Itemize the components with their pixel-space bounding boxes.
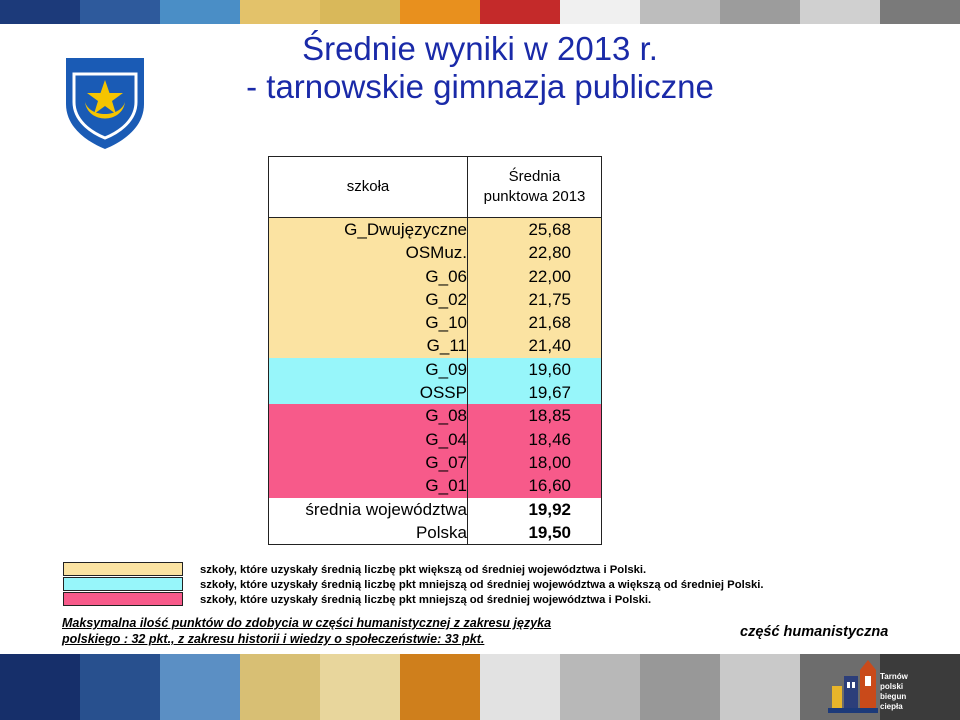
stripe-segment: [400, 0, 480, 24]
score-cell: 16,60: [468, 474, 602, 497]
stripe-segment: [880, 0, 960, 24]
table-row: [269, 265, 602, 288]
table-row: [269, 241, 602, 264]
logo-line-4: ciepła: [880, 702, 903, 711]
score-cell: 21,40: [468, 334, 602, 357]
score-cell: 22,80: [468, 241, 602, 264]
score-cell: 18,00: [468, 451, 602, 474]
stripe-segment: [0, 654, 80, 720]
score-cell: 25,68: [468, 218, 602, 242]
school-name-cell: G_08: [269, 404, 468, 427]
table-row: [269, 451, 602, 474]
tarnow-coat-of-arms-icon: [60, 52, 150, 152]
page-title: [200, 30, 760, 106]
score-cell: 21,75: [468, 288, 602, 311]
stripe-segment: [240, 654, 320, 720]
stripe-segment: [80, 0, 160, 24]
school-name-cell: OSSP: [269, 381, 468, 404]
stripe-segment: [640, 654, 720, 720]
school-name-cell: Polska: [269, 521, 468, 545]
school-name-cell: G_06: [269, 265, 468, 288]
school-name-cell: OSMuz.: [269, 241, 468, 264]
section-label: część humanistyczna: [740, 624, 889, 640]
table-header-row: [269, 157, 602, 218]
score-cell: 22,00: [468, 265, 602, 288]
table-row: [269, 334, 602, 357]
column-header-score: [468, 157, 602, 218]
table-row: [269, 428, 602, 451]
stripe-segment: [80, 654, 160, 720]
table-row: [269, 474, 602, 497]
score-cell: 19,60: [468, 358, 602, 381]
school-name-cell: średnia województwa: [269, 498, 468, 521]
school-name-cell: G_01: [269, 474, 468, 497]
legend-text-between: szkoły, które uzyskały średnią liczbę pkt mniejszą od średniej województwa a większą od średniej Polski.: [200, 579, 764, 591]
score-cell: 18,46: [468, 428, 602, 451]
stripe-segment: [0, 0, 80, 24]
table-row: [269, 521, 602, 545]
legend-text-below: szkoły, które uzyskały średnią liczbę pkt mniejszą od średniej województwa i Polski.: [200, 594, 652, 606]
legend-swatch-below: [63, 592, 183, 606]
school-name-cell: G_11: [269, 334, 468, 357]
top-decorative-stripes: [0, 0, 960, 24]
note-line-2: polskiego : 32 pkt., z zakresu historii i wiedzy o społeczeństwie: 33 pkt.: [62, 632, 485, 646]
table-row: [269, 218, 602, 242]
column-header-score-line1: Średnia: [508, 168, 561, 185]
score-cell: 21,68: [468, 311, 602, 334]
score-cell: 19,67: [468, 381, 602, 404]
title-line-2: - tarnowskie gimnazja publiczne: [246, 68, 714, 105]
column-header-score-line2: punktowa 2013: [483, 188, 586, 205]
school-name-cell: G_07: [269, 451, 468, 474]
max-points-note: [62, 615, 607, 647]
table-row: [269, 381, 602, 404]
school-name-cell: G_09: [269, 358, 468, 381]
note-line-1: Maksymalna ilość punktów do zdobycia w części humanistycznej z zakresu języka: [62, 616, 552, 630]
title-line-1: Średnie wyniki w 2013 r.: [302, 30, 658, 67]
table-row: [269, 311, 602, 334]
score-cell: 18,85: [468, 404, 602, 427]
logo-line-1: Tarnów: [880, 672, 908, 681]
column-header-school: szkoła: [269, 157, 468, 218]
stripe-segment: [240, 0, 320, 24]
legend-text-above: szkoły, które uzyskały średnią liczbę pkt większą od średniej województwa i Polski.: [200, 564, 647, 576]
stripe-segment: [400, 654, 480, 720]
table-row: [269, 358, 602, 381]
table-row: [269, 288, 602, 311]
stripe-segment: [320, 0, 400, 24]
stripe-segment: [800, 0, 880, 24]
legend-swatch-between: [63, 577, 183, 591]
legend-swatch-above: [63, 562, 183, 576]
table-row: [269, 498, 602, 521]
school-name-cell: G_04: [269, 428, 468, 451]
stripe-segment: [720, 654, 800, 720]
stripe-segment: [640, 0, 720, 24]
stripe-segment: [560, 654, 640, 720]
stripe-segment: [560, 0, 640, 24]
stripe-segment: [480, 654, 560, 720]
bottom-decorative-stripes: [0, 654, 960, 720]
school-name-cell: G_Dwujęzyczne: [269, 218, 468, 242]
score-cell: 19,50: [468, 521, 602, 545]
logo-line-2: polski: [880, 682, 904, 691]
table-row: [269, 404, 602, 427]
school-name-cell: G_02: [269, 288, 468, 311]
score-cell: 19,92: [468, 498, 602, 521]
school-name-cell: G_10: [269, 311, 468, 334]
stripe-segment: [480, 0, 560, 24]
stripe-segment: [160, 654, 240, 720]
results-table: [268, 156, 602, 545]
logo-line-3: biegun: [880, 692, 907, 701]
stripe-segment: [720, 0, 800, 24]
stripe-segment: [320, 654, 400, 720]
stripe-segment: [160, 0, 240, 24]
